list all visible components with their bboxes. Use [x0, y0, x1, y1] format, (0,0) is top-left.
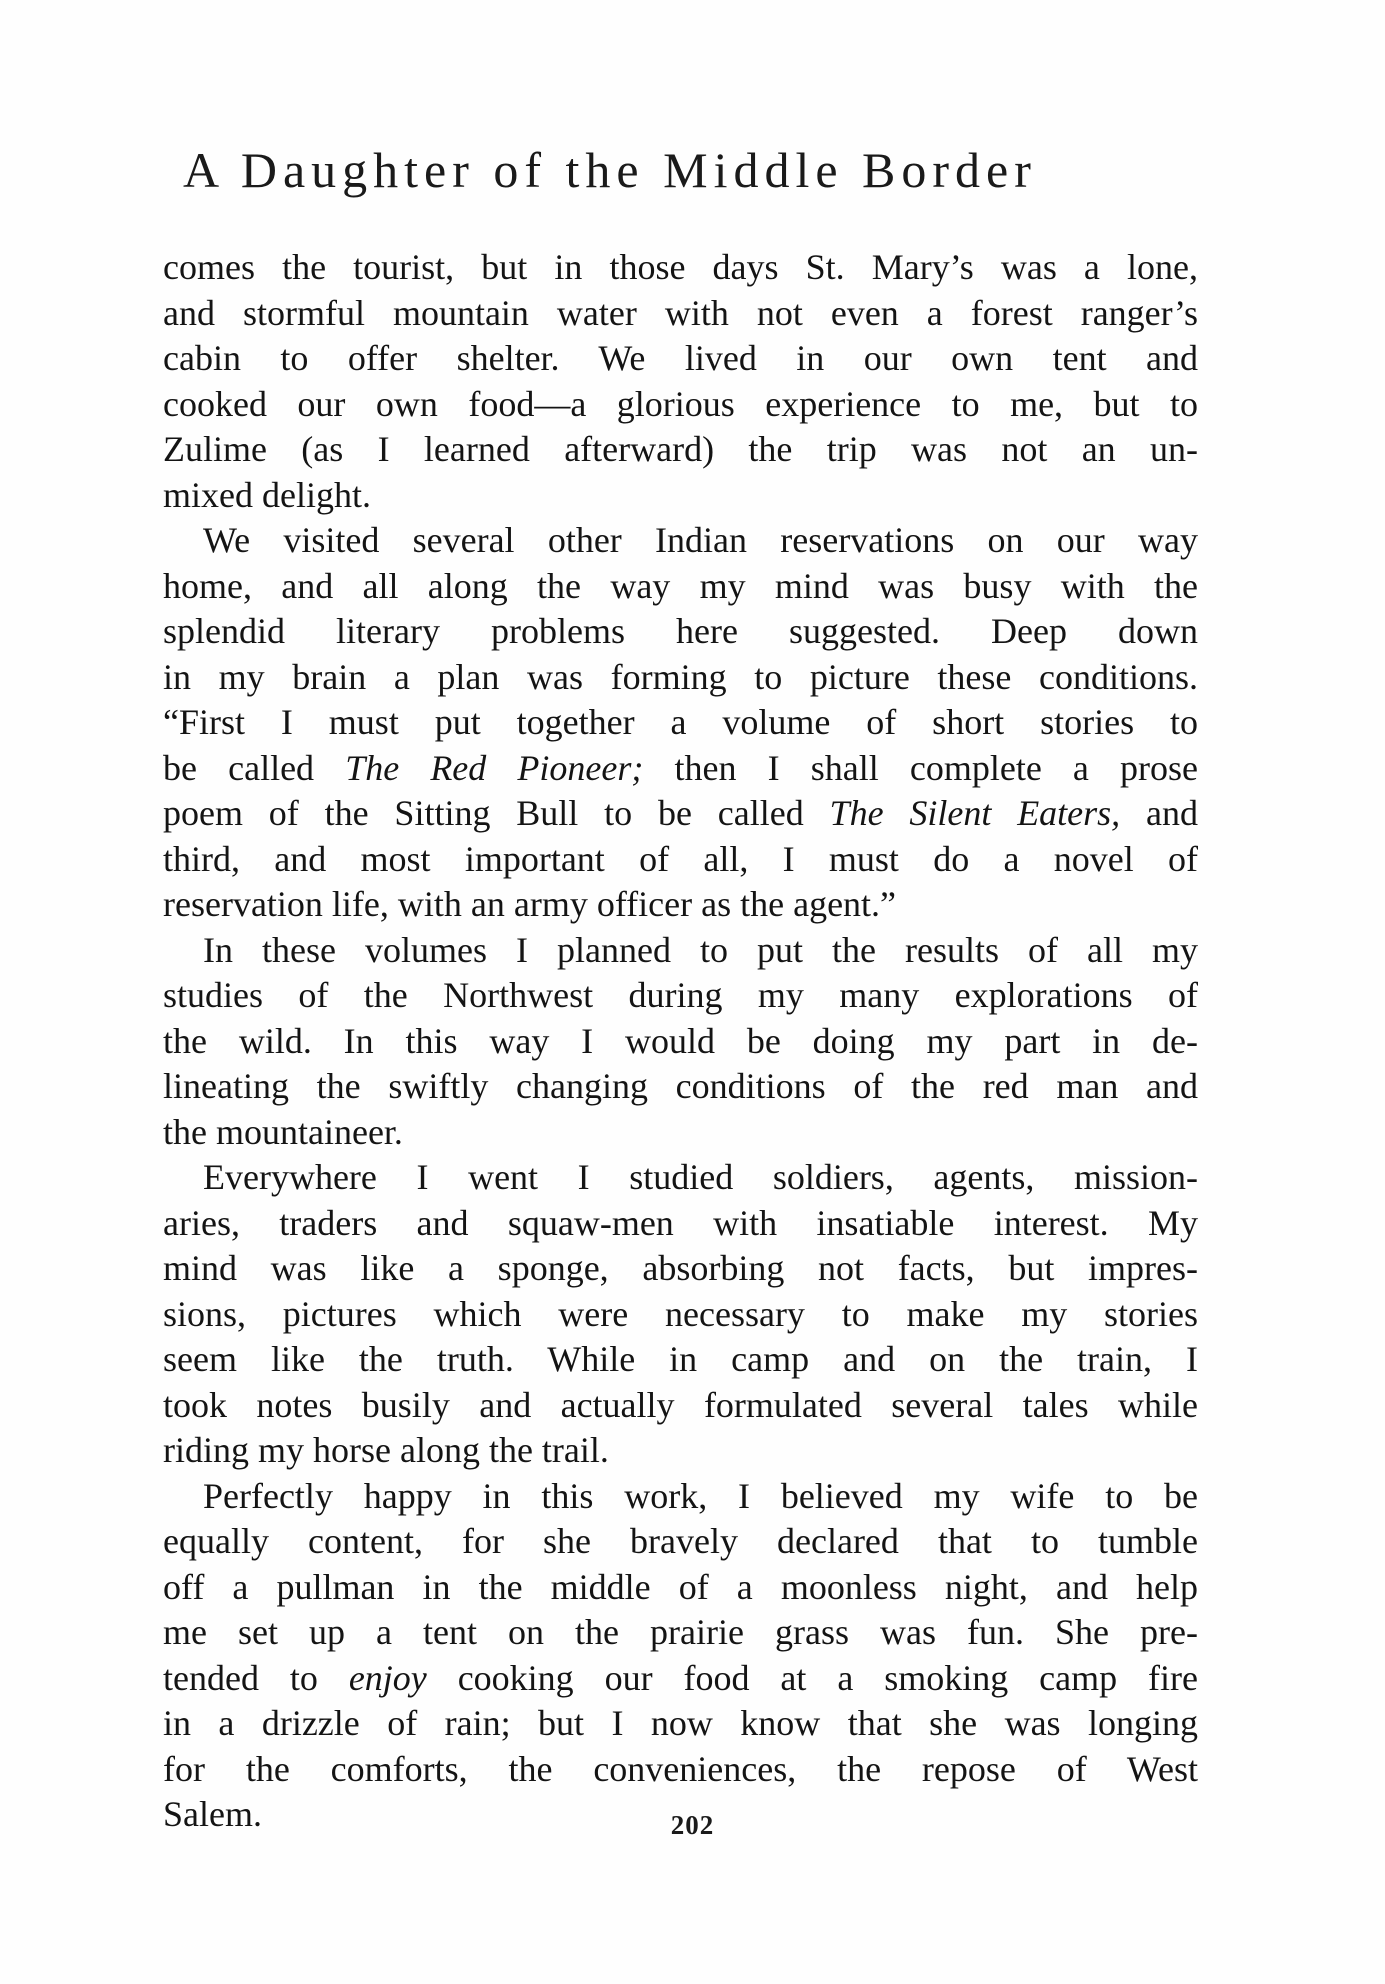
text-line: mind was like a sponge, absorbing not facts, but impres- — [163, 1248, 1198, 1288]
text-line: in my brain a plan was forming to picture these conditions. — [163, 656, 1198, 697]
text-line: reservation life, with an army officer as the agent.” — [163, 884, 897, 924]
text-line: riding my horse along the trail. — [163, 1430, 609, 1470]
text-line: seem like the truth. While in camp and on the train, I — [163, 1339, 1198, 1379]
text-line: “First I must put together a volume of short stories to — [163, 702, 1198, 742]
paragraph-4 — [163, 1155, 1198, 1474]
page-number: 202 — [670, 1810, 715, 1840]
text-line: Everywhere I went I studied soldiers, agents, mission- — [203, 1157, 1198, 1197]
text-line — [163, 1656, 1198, 1702]
paragraph-2 — [163, 518, 1198, 928]
paragraph-5 — [163, 1474, 1198, 1838]
text-line: Zulime (as I learned afterward) the trip was not an un- — [163, 429, 1198, 469]
text-line: the wild. In this way I would be doing my part in de- — [163, 1020, 1198, 1061]
text-line: equally content, for she bravely declared that to tumble — [163, 1521, 1198, 1561]
text-line: off a pullman in the middle of a moonless night, and help — [163, 1566, 1198, 1607]
text-line: cabin to offer shelter. We lived in our own tent and — [163, 338, 1198, 378]
text-line — [163, 746, 1198, 792]
paragraph-1 — [163, 245, 1198, 518]
text-line: took notes busily and actually formulated several tales while — [163, 1384, 1198, 1425]
text-line: sions, pictures which were necessary to make my stories — [163, 1293, 1198, 1334]
text-line: Perfectly happy in this work, I believed my wife to be — [203, 1475, 1198, 1516]
text-line: for the comforts, the conveniences, the repose of West — [163, 1748, 1198, 1789]
text-line: me set up a tent on the prairie grass was fun. She pre- — [163, 1612, 1198, 1652]
paragraph-3 — [163, 928, 1198, 1156]
body-text — [163, 245, 1198, 1838]
text-line: studies of the Northwest during my many explorations of — [163, 975, 1198, 1015]
text-run: cooking our food at a smoking camp fire — [426, 1657, 1198, 1698]
text-run: and — [1120, 793, 1198, 833]
text-run: tended to — [163, 1657, 349, 1698]
text-line: splendid literary problems here suggested. Deep down — [163, 611, 1198, 651]
text-line — [163, 791, 1198, 837]
text-run: poem of the Sitting Bull to be called — [163, 793, 830, 833]
text-line: third, and most important of all, I must do a novel of — [163, 838, 1198, 879]
text-line: mixed delight. — [163, 474, 371, 515]
text-line: comes the tourist, but in those days St. Mary’s was a lone, — [163, 247, 1198, 287]
text-line: in a drizzle of rain; but I now know that she was longing — [163, 1703, 1198, 1743]
text-line: cooked our own food—a glorious experience to me, but to — [163, 383, 1198, 424]
text-line: and stormful mountain water with not even a forest ranger’s — [163, 292, 1198, 333]
text-line: We visited several other Indian reservations on our way — [203, 520, 1198, 560]
text-line: Salem. — [163, 1794, 262, 1834]
text-line: In these volumes I planned to put the results of all my — [203, 929, 1198, 970]
running-title: A Daughter of the Middle Border — [183, 142, 1037, 198]
italic-book-title: The Red Pioneer; — [345, 747, 644, 788]
italic-emphasis: enjoy — [348, 1657, 427, 1698]
italic-book-title: The Silent Eaters, — [829, 793, 1121, 833]
text-line: aries, traders and squaw-men with insatiable interest. My — [163, 1202, 1198, 1243]
text-line: home, and all along the way my mind was busy with the — [163, 565, 1198, 606]
text-line: lineating the swiftly changing conditions of the red man and — [163, 1066, 1198, 1106]
text-run: then I shall complete a prose — [643, 747, 1199, 788]
text-run: be called — [163, 747, 346, 788]
text-line: the mountaineer. — [163, 1111, 403, 1152]
